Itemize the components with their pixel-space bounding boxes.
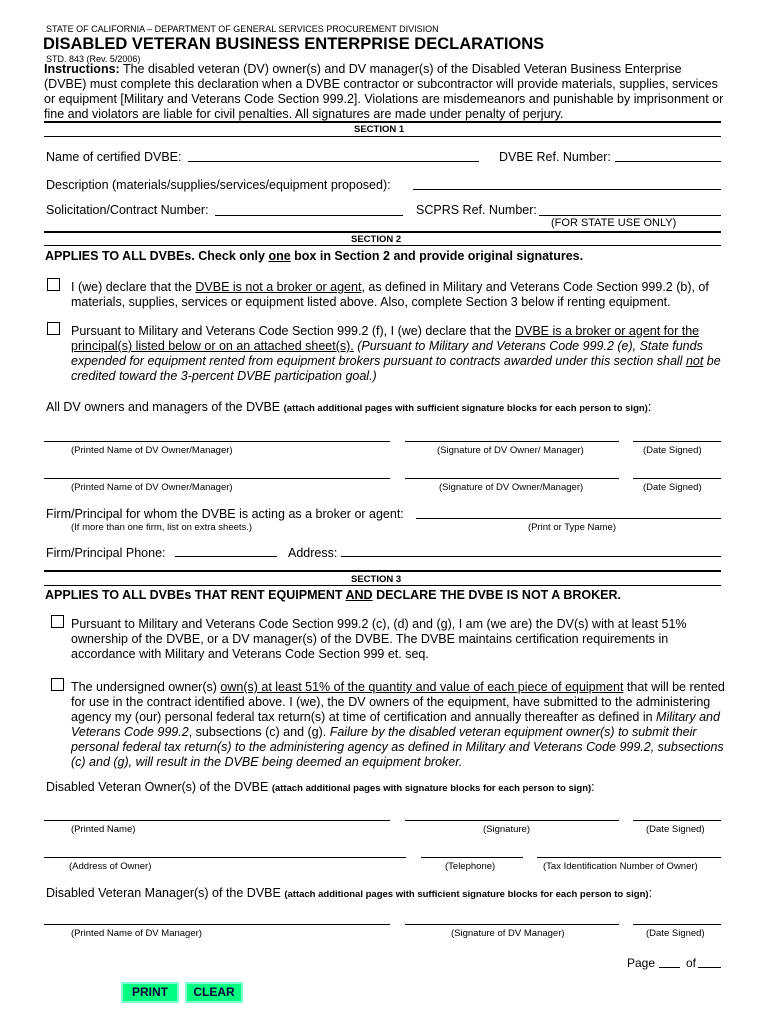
manager-printed-caption: (Printed Name of DV Manager) [71, 928, 202, 939]
page-total-field[interactable] [698, 967, 721, 968]
s3-opt1-line-2: ownership of the DVBE, or a DV manager(s) of the DVBE. The DVBE maintains certification requirements in [71, 632, 669, 646]
dv-managers-label-text: Disabled Veteran Manager(s) of the DVBE [46, 886, 285, 900]
solicitation-label: Solicitation/Contract Number: [46, 203, 209, 217]
owner-printed-caption: (Printed Name) [71, 824, 136, 835]
owners-colon: : [647, 400, 652, 414]
section-1-rule [44, 121, 721, 123]
print-type-caption: (Print or Type Name) [528, 522, 616, 533]
manager-signature-caption: (Signature of DV Manager) [451, 928, 565, 939]
firm-note: (If more than one firm, list on extra sheets.) [71, 522, 253, 533]
agency-line: STATE OF CALIFORNIA – DEPARTMENT OF GENERAL SERVICES PROCUREMENT DIVISION [46, 24, 439, 34]
opt1-line-2: materials, supplies, services or equipment listed above. Also, complete Section 3 below if renting equipment. [71, 295, 671, 309]
date-field-1[interactable] [633, 441, 721, 442]
dv-managers-note: (attach additional pages with sufficient signature blocks for each person to sign) [284, 889, 649, 900]
form-title: DISABLED VETERAN BUSINESS ENTERPRISE DECLARATIONS [43, 35, 545, 53]
opt1-text-b: , as defined in Military and Veterans Code Section 999.2 (b), of [361, 280, 709, 294]
signature-caption-1: (Signature of DV Owner/ Manager) [437, 445, 584, 456]
printed-name-field-2[interactable] [44, 478, 390, 479]
dv-ownership-text [71, 617, 687, 662]
s3-opt2-line-3a: agency my (our) personal federal tax return(s) at time of certification and annually thereafter as defined in [71, 710, 657, 724]
applies-one: one [268, 249, 291, 263]
instructions-line-4: fine and violators are liable for civil penalties. All signatures are made under penalty of perjury. [44, 107, 564, 121]
instructions-line-3: or equipment [Military and Veterans Code Section 999.2]. Violations are misdemeanors and punishable by imprisonment or [44, 92, 724, 106]
scprs-label: SCPRS Ref. Number: [416, 203, 537, 217]
instructions-line-2: (DVBE) must complete this declaration when a DVBE contractor or subcontractor will provide materials, supplies, services [44, 77, 718, 91]
firm-principal-label: Firm/Principal for whom the DVBE is acting as a broker or agent: [46, 507, 404, 521]
manager-signature-field[interactable] [405, 924, 619, 925]
owner-tax-id-field[interactable] [537, 857, 721, 858]
signature-field-2[interactable] [405, 478, 619, 479]
s3-opt2-line-3i: Military and [656, 710, 720, 724]
opt1-text-a: I (we) declare that the [71, 280, 196, 294]
page-label: Page [627, 956, 656, 970]
firm-address-label: Address: [288, 546, 338, 560]
firm-address-field[interactable] [341, 556, 721, 557]
manager-date-field[interactable] [633, 924, 721, 925]
s3-opt1-line-3: accordance with Military and Veterans Code Section 999 et. seq. [71, 647, 429, 661]
dv-owners-note: (attach additional pages with signature blocks for each person to sign) [271, 783, 592, 794]
opt2-italic-1: (Pursuant to Military and Veterans Code 999.2 (e), State funds [353, 339, 703, 353]
dv-managers-label [46, 886, 652, 900]
firm-phone-field[interactable] [175, 556, 277, 557]
opt2-text-a: Pursuant to Military and Veterans Code Section 999.2 (f), I (we) declare that the [71, 324, 515, 338]
owner-date-caption: (Date Signed) [646, 824, 705, 835]
owner-phone-caption: (Telephone) [445, 861, 496, 872]
opt2-italic-3: credited toward the 3-percent DVBE participation goal.) [71, 369, 377, 383]
opt1-underlined: DVBE is not a broker or agent [195, 280, 362, 294]
state-use-note: (FOR STATE USE ONLY) [551, 217, 677, 229]
section-3-heading: SECTION 3 [351, 574, 402, 585]
not-broker-checkbox[interactable] [47, 278, 60, 291]
section-2-applies [45, 249, 583, 263]
owner-tax-caption: (Tax Identification Number of Owner) [543, 861, 698, 872]
section-1-heading: SECTION 1 [354, 124, 405, 135]
signature-caption-2: (Signature of DV Owner/Manager) [439, 482, 584, 493]
owner-address-field[interactable] [44, 857, 406, 858]
owner-signature-caption: (Signature) [483, 824, 530, 835]
dv-owners-label [46, 780, 595, 794]
scprs-field[interactable] [539, 215, 721, 216]
s3-opt2-underlined: own(s) at least 51% of the quantity and value of each piece of equipment [220, 680, 624, 694]
is-broker-text [71, 324, 721, 384]
instructions-label: Instructions: [44, 62, 120, 76]
owners-label-text: All DV owners and managers of the DVBE [46, 400, 284, 414]
section-2-rule-bottom [44, 245, 721, 246]
owners-note: (attach additional pages with sufficient signature blocks for each person to sign) [283, 403, 648, 414]
section-2-heading: SECTION 2 [351, 234, 402, 245]
section-3-rule [44, 570, 721, 572]
dv-ownership-checkbox[interactable] [51, 615, 64, 628]
dvbe-name-field[interactable] [188, 161, 479, 162]
not-broker-text [71, 280, 709, 310]
s3-opt2-line-4a: Veterans Code 999.2 [71, 725, 189, 739]
owner-date-field[interactable] [633, 820, 721, 821]
date-field-2[interactable] [633, 478, 721, 479]
opt2-be: be [703, 354, 721, 368]
date-caption-1: (Date Signed) [643, 445, 702, 456]
s3-applies-a: APPLIES TO ALL DVBEs THAT RENT EQUIPMENT [45, 588, 346, 602]
section-3-applies [45, 588, 621, 602]
dvbe-ref-field[interactable] [615, 161, 721, 162]
firm-principal-field[interactable] [416, 518, 721, 519]
instructions-line-1: The disabled veteran (DV) owner(s) and DV manager(s) of the Disabled Veteran Business Enterprise [119, 62, 682, 76]
section-3-rule-bottom [44, 585, 721, 586]
form-id: STD. 843 (Rev. 5/2006) [46, 54, 141, 64]
s3-applies-and: AND [345, 588, 373, 602]
s3-opt2-b: that will be rented [623, 680, 725, 694]
owners-managers-label [46, 400, 651, 414]
opt2-not: not [685, 354, 704, 368]
section-2-rule [44, 231, 721, 233]
section-1-rule-bottom [44, 136, 721, 137]
s3-opt2-line-6: (c) and (g), will result in the DVBE being deemed an equipment broker. [71, 755, 463, 769]
manager-printed-name-field[interactable] [44, 924, 390, 925]
s3-opt2-a: The undersigned owner(s) [71, 680, 221, 694]
equipment-owner-text [71, 680, 725, 770]
solicitation-field[interactable] [215, 215, 403, 216]
s3-opt2-line-2: for use in the contract identified above. I (we), the DV owners of the equipment, have submitted to the administering [71, 695, 711, 709]
description-label: Description (materials/supplies/services/equipment proposed): [46, 178, 391, 192]
s3-opt2-line-4b: , subsections (c) and (g). [188, 725, 330, 739]
equipment-owner-checkbox[interactable] [51, 678, 64, 691]
owner-signature-field[interactable] [405, 820, 619, 821]
printed-name-field-1[interactable] [44, 441, 390, 442]
print-button[interactable]: PRINT [121, 982, 179, 1003]
dv-owners-label-text: Disabled Veteran Owner(s) of the DVBE [46, 780, 272, 794]
clear-button[interactable]: CLEAR [185, 982, 243, 1003]
manager-date-caption: (Date Signed) [646, 928, 705, 939]
applies-text-b: box in Section 2 and provide original signatures. [290, 249, 584, 263]
dv-owners-colon: : [591, 780, 595, 794]
signature-field-1[interactable] [405, 441, 619, 442]
opt2-underlined-2: principal(s) listed below or on an attached sheet(s). [71, 339, 354, 353]
is-broker-checkbox[interactable] [47, 322, 60, 335]
owner-address-caption: (Address of Owner) [69, 861, 152, 872]
dv-managers-colon: : [648, 886, 653, 900]
firm-phone-label: Firm/Principal Phone: [46, 546, 166, 560]
printed-name-caption-2: (Printed Name of DV Owner/Manager) [71, 482, 233, 493]
opt2-italic-2: expended for equipment rented from equipment brokers pursuant to contracts awarded under this section shall [71, 354, 686, 368]
date-caption-2: (Date Signed) [643, 482, 702, 493]
s3-opt1-line-1: Pursuant to Military and Veterans Code Section 999.2 (c), (d) and (g), I am (we are) the DV(s) with at least 51% [71, 617, 687, 631]
s3-opt2-line-5: personal federal tax return(s) to the administering agency as defined in Military and Veterans Code 999.2, subsections [71, 740, 724, 754]
of-label: of [686, 956, 697, 970]
dvbe-name-label: Name of certified DVBE: [46, 150, 182, 164]
opt2-underlined: DVBE is a broker or agent for the [514, 324, 700, 338]
description-field[interactable] [413, 189, 721, 190]
dvbe-ref-label: DVBE Ref. Number: [499, 150, 611, 164]
applies-text-a: APPLIES TO ALL DVBEs. Check only [45, 249, 269, 263]
printed-name-caption-1: (Printed Name of DV Owner/Manager) [71, 445, 233, 456]
instructions [44, 62, 744, 122]
s3-applies-b: DECLARE THE DVBE IS NOT A BROKER. [372, 588, 621, 602]
owner-phone-field[interactable] [421, 857, 523, 858]
owner-printed-name-field[interactable] [44, 820, 390, 821]
page-number-field[interactable] [659, 967, 680, 968]
s3-opt2-line-4i: Failure by the disabled veteran equipment owner(s) to submit their [329, 725, 697, 739]
